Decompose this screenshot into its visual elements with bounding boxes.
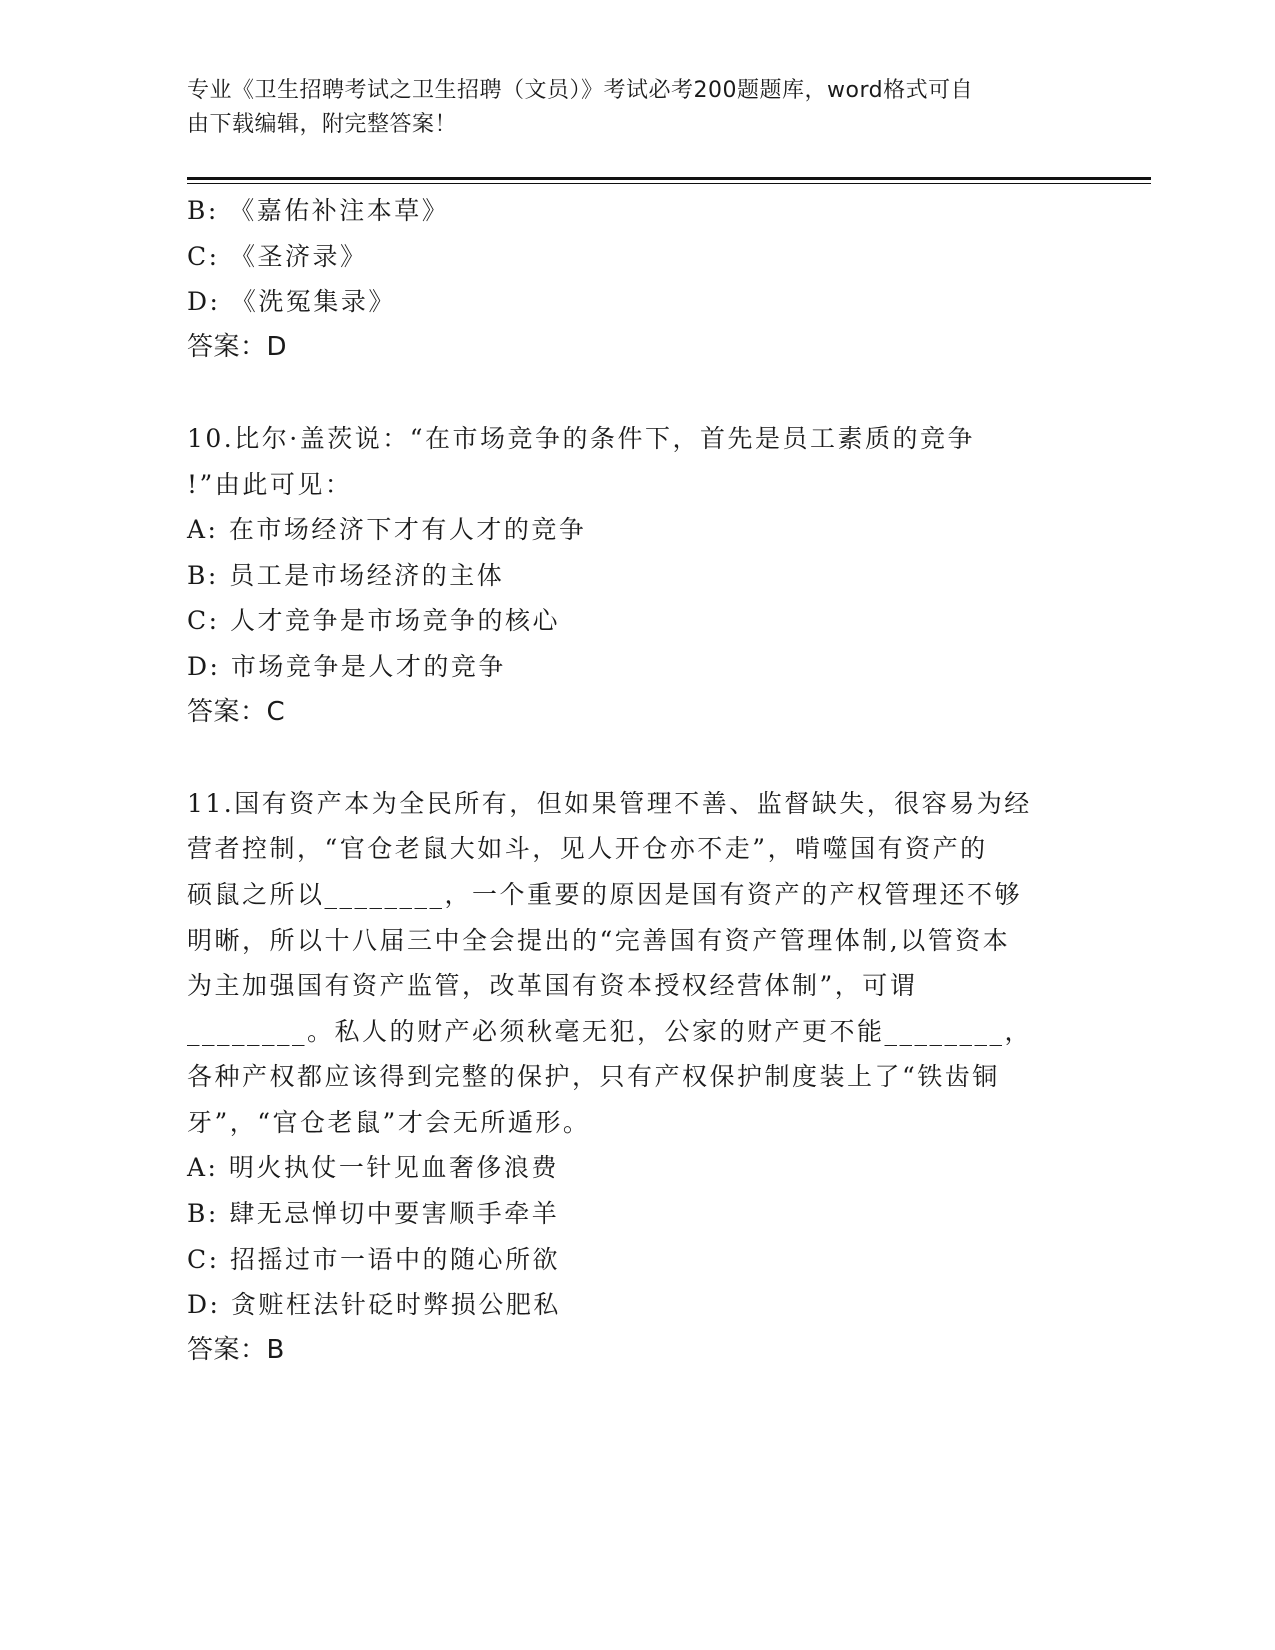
question-stem-line: 11.国有资产本为全民所有，但如果管理不善、监督缺失，很容易为经 — [187, 788, 1032, 818]
header-line-2: 由下载编辑，附完整答案！ — [187, 112, 458, 137]
option-c: C: 人才竞争是市场竞争的核心 — [187, 606, 560, 636]
answer-label: 答案：B — [187, 1334, 285, 1365]
option-d: D: 贪赃枉法针砭时弊损公肥私 — [187, 1290, 561, 1320]
spacer — [187, 735, 1087, 781]
question-stem-line: ________。私人的财产必须秋毫无犯，公家的财产更不能________， — [187, 1016, 1033, 1046]
page-header — [187, 74, 1067, 142]
header-line-1: 专业《卫生招聘考试之卫生招聘（文员）》考试必考200题题库，word格式可自 — [187, 78, 974, 103]
option-d: D: 市场竞争是人才的竞争 — [187, 651, 506, 681]
question-stem-line: 10.比尔·盖茨说：“在市场竞争的条件下，首先是员工素质的竞争 — [187, 423, 975, 453]
question-stem-line: 营者控制，“官仓老鼠大如斗，见人开仓亦不走”，啃噬国有资产的 — [187, 834, 988, 864]
spacer — [187, 370, 1087, 416]
question-stem-line: !”由此可见： — [187, 469, 353, 499]
option-d: D: 《洗冤集录》 — [187, 287, 396, 317]
question-stem-line: 明晰，所以十八届三中全会提出的“完善国有资产管理体制,以管资本 — [187, 925, 1011, 955]
question-stem-line: 各种产权都应该得到完整的保护，只有产权保护制度装上了“铁齿铜 — [187, 1062, 1000, 1092]
question-9-continued — [187, 188, 1087, 370]
question-stem-line: 为主加强国有资产监管，改革国有资本授权经营体制”，可谓 — [187, 971, 918, 1001]
option-a: A: 明火执仗一针见血奢侈浪费 — [187, 1153, 559, 1183]
question-stem-line: 牙”，“官仓老鼠”才会无所遁形。 — [187, 1107, 591, 1137]
option-a: A: 在市场经济下才有人才的竞争 — [187, 515, 587, 545]
answer-label: 答案：D — [187, 331, 288, 362]
question-11 — [187, 781, 1087, 1374]
question-content — [187, 188, 1087, 1373]
option-b: B: 肆无忌惮切中要害顺手牵羊 — [187, 1199, 560, 1229]
question-10 — [187, 416, 1087, 735]
option-b: B: 《嘉佑补注本草》 — [187, 196, 450, 225]
header-rule-thick — [187, 177, 1151, 180]
option-c: C: 《圣济录》 — [187, 241, 368, 271]
answer-label: 答案：C — [187, 696, 286, 727]
option-c: C: 招摇过市一语中的随心所欲 — [187, 1244, 560, 1274]
option-b: B: 员工是市场经济的主体 — [187, 560, 505, 590]
header-rule-thin — [187, 183, 1151, 184]
question-stem-line: 硕鼠之所以________，一个重要的原因是国有资产的产权管理还不够 — [187, 879, 1023, 909]
